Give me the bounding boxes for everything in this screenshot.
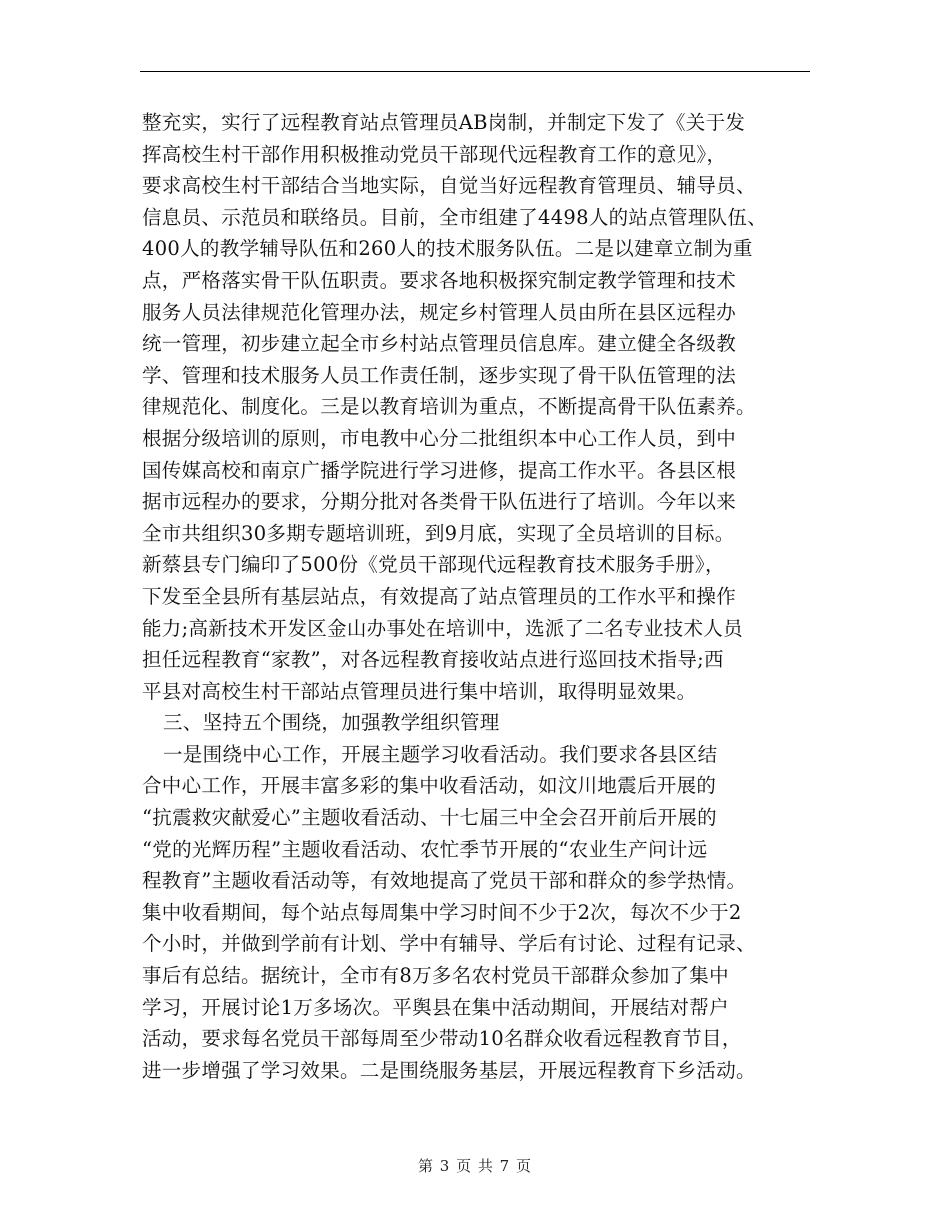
text-line: “抗震救灾献爱心”主题收看活动、十七届三中全会召开前后开展的 bbox=[142, 806, 717, 830]
text-line: 担任远程教育“家教”，对各远程教育接收站点进行巡回技术指导;西 bbox=[142, 648, 724, 672]
text-line: 400人的教学辅导队伍和260人的技术服务队伍。二是以建章立制为重 bbox=[142, 237, 753, 261]
body-text bbox=[142, 107, 812, 1086]
text-line: 律规范化、制度化。三是以教育培训为重点，不断提高骨干队伍素养。 bbox=[142, 395, 756, 419]
text-line: 统一管理，初步建立起全市乡村站点管理员信息库。建立健全各级教 bbox=[142, 332, 737, 356]
text-line: 进一步增强了学习效果。二是围绕服务基层，开展远程教育下乡活动。 bbox=[142, 1058, 756, 1082]
text-line: 新蔡县专门编印了500份《党员干部现代远程教育技术服务手册》， bbox=[142, 553, 725, 577]
text-line: 根据分级培训的原则，市电教中心分二批组织本中心工作人员，到中 bbox=[142, 426, 737, 450]
text-line: 国传媒高校和南京广播学院进行学习进修，提高工作水平。各县区根 bbox=[142, 458, 737, 482]
text-line: 据市远程办的要求，分期分批对各类骨干队伍进行了培训。今年以来 bbox=[142, 490, 737, 514]
text-line: 集中收看期间，每个站点每周集中学习时间不少于2次，每次不少于2 bbox=[142, 900, 742, 924]
text-line: 事后有总结。据统计，全市有8万多名农村党员干部群众参加了集中 bbox=[142, 964, 729, 988]
text-line: 个小时，并做到学前有计划、学中有辅导、学后有讨论、过程有记录、 bbox=[142, 932, 756, 956]
page-number-footer: 第 3 页 共 7 页 bbox=[418, 1157, 532, 1175]
text-line: 学、管理和技术服务人员工作责任制，逐步实现了骨干队伍管理的法 bbox=[142, 363, 737, 387]
section-heading: 三、坚持五个围绕，加强教学组织管理 bbox=[163, 711, 500, 735]
header-rule bbox=[140, 71, 810, 72]
text-line: 能力;高新技术开发区金山办事处在培训中，选派了二名专业技术人员 bbox=[142, 616, 743, 640]
text-line: 信息员、示范员和联络员。目前，全市组建了4498人的站点管理队伍、 bbox=[142, 205, 768, 229]
text-line: 挥高校生村干部作用积极推动党员干部现代远程教育工作的意见》， bbox=[142, 142, 727, 166]
text-line: 平县对高校生村干部站点管理员进行集中培训，取得明显效果。 bbox=[142, 679, 697, 703]
text-line: 点，严格落实骨干队伍职责。要求各地积极探究制定教学管理和技术 bbox=[142, 268, 737, 292]
text-line: 合中心工作，开展丰富多彩的集中收看活动，如汶川地震后开展的 bbox=[142, 774, 717, 798]
text-line: 程教育”主题收看活动等，有效地提高了党员干部和群众的参学热情。 bbox=[142, 869, 747, 893]
text-line: 一是围绕中心工作，开展主题学习收看活动。我们要求各县区结 bbox=[163, 742, 718, 766]
text-line: 学习，开展讨论1万多场次。平舆县在集中活动期间，开展结对帮户 bbox=[142, 995, 729, 1019]
text-line: “党的光辉历程”主题收看活动、农忙季节开展的“农业生产问计远 bbox=[142, 837, 708, 861]
text-line: 活动，要求每名党员干部每周至少带动10名群众收看远程教育节目， bbox=[142, 1027, 742, 1051]
text-line: 整充实，实行了远程教育站点管理员AB岗制，并制定下发了《关于发 bbox=[142, 111, 746, 134]
text-line: 下发至全县所有基层站点，有效提高了站点管理员的工作水平和操作 bbox=[142, 584, 737, 608]
text-line: 要求高校生村干部结合当地实际，自觉当好远程教育管理员、辅导员、 bbox=[142, 174, 756, 198]
text-line: 服务人员法律规范化管理办法，规定乡村管理人员由所在县区远程办 bbox=[142, 300, 737, 324]
text-line: 全市共组织30多期专题培训班，到9月底，实现了全员培训的目标。 bbox=[142, 521, 735, 545]
